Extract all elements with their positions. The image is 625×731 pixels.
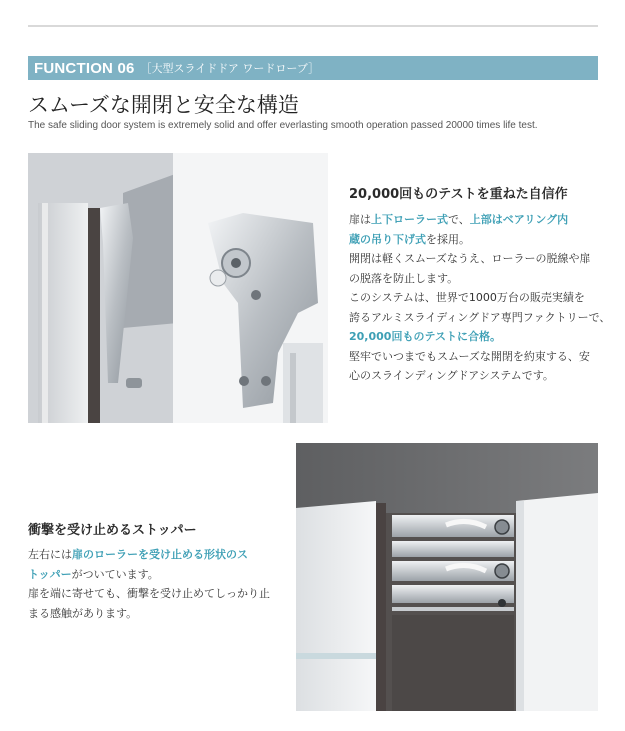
section1-line-7: 20,000回ものテストに合格。 bbox=[349, 330, 502, 343]
section1-line-1 bbox=[349, 210, 601, 230]
text-run: がついています。 bbox=[71, 567, 159, 581]
section1-line-6: 誇るアルミスライディングドア専門ファクトリーで、 bbox=[349, 310, 611, 324]
highlight-text: 上部はベアリング内 bbox=[469, 213, 569, 226]
section1-line-5: このシステムは、世界で1000万台の販売実績を bbox=[349, 291, 585, 304]
function-code: FUNCTION 06 bbox=[34, 59, 135, 77]
section1-line-4: の脱落を防止します。 bbox=[349, 271, 459, 285]
stopper-photo bbox=[296, 443, 598, 711]
text-run: を採用。 bbox=[426, 232, 470, 246]
section2-body bbox=[28, 545, 278, 623]
highlight-text: 上下ローラー式 bbox=[371, 213, 448, 226]
top-divider bbox=[28, 25, 598, 27]
section1-body bbox=[349, 210, 611, 386]
english-tagline: The safe sliding door system is extremely solid and offer everlasting smooth operation passed 20000 times life test. bbox=[28, 120, 538, 131]
highlight-text: 扉のローラーを受け止める形状のス bbox=[72, 548, 248, 561]
section1-line-9: 心のスラインディングドアシステムです。 bbox=[349, 369, 554, 382]
section2-line-3: 扉を端に寄せても、衝撃を受け止めてしっかり止 bbox=[28, 587, 270, 600]
section1-heading: 20,000回ものテストを重ねた自信作 bbox=[349, 187, 568, 202]
text-run: 扉は bbox=[349, 213, 371, 226]
highlight-text: 蔵の吊り下げ式 bbox=[349, 232, 426, 246]
section2-line-2 bbox=[28, 565, 278, 585]
function-bar bbox=[28, 56, 598, 80]
page-title: スムーズな開閉と安全な構造 bbox=[28, 93, 299, 117]
highlight-text: トッパー bbox=[28, 567, 72, 581]
section1-line-2 bbox=[349, 230, 601, 250]
function-subtitle: ［大型スライドドア ワードローブ］ bbox=[140, 62, 320, 75]
section2-heading: 衝撃を受け止めるストッパー bbox=[28, 523, 197, 538]
section2-line-1 bbox=[28, 545, 278, 565]
section1-line-3: 開閉は軽くスムーズなうえ、ローラーの脱線や扉 bbox=[349, 252, 591, 265]
section1-line-8: 堅牢でいつまでもスムーズな開閉を約束する、安 bbox=[349, 349, 590, 363]
roller-mechanism-photo bbox=[28, 153, 328, 423]
text-run: 左右には bbox=[28, 548, 72, 561]
section2-line-4: まる感触があります。 bbox=[28, 606, 138, 620]
text-run: で、 bbox=[448, 213, 470, 226]
